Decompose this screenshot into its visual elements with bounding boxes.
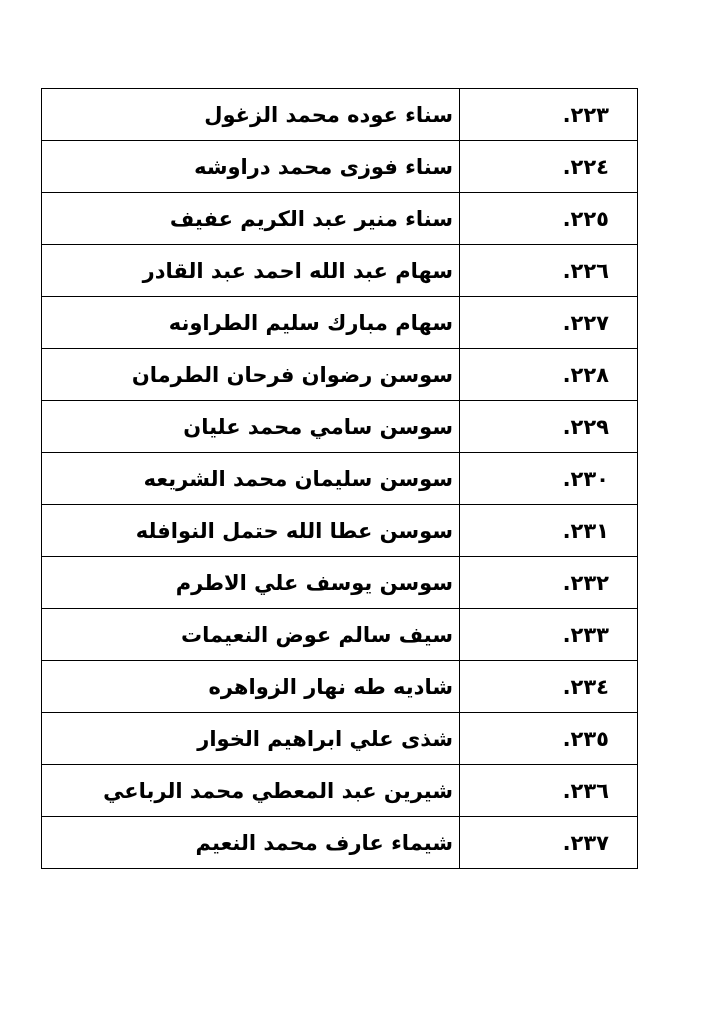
row-name: سوسن عطا الله حتمل النوافله [42, 505, 460, 557]
table-row [42, 401, 638, 453]
row-name: سهام مبارك سليم الطراونه [42, 297, 460, 349]
row-name: شيماء عارف محمد النعيم [42, 817, 460, 869]
row-number: ٢٣٥. [460, 713, 638, 765]
table-row [42, 609, 638, 661]
row-name: سوسن رضوان فرحان الطرمان [42, 349, 460, 401]
names-table [41, 88, 638, 869]
table-row [42, 89, 638, 141]
row-number: ٢٢٥. [460, 193, 638, 245]
row-number: ٢٢٦. [460, 245, 638, 297]
table-row [42, 817, 638, 869]
table-row [42, 245, 638, 297]
table-row [42, 193, 638, 245]
row-name: سناء منير عبد الكريم عفيف [42, 193, 460, 245]
row-name: سوسن سليمان محمد الشريعه [42, 453, 460, 505]
row-number: ٢٣٦. [460, 765, 638, 817]
row-number: ٢٣٣. [460, 609, 638, 661]
row-number: ٢٢٤. [460, 141, 638, 193]
row-number: ٢٢٩. [460, 401, 638, 453]
table-row [42, 297, 638, 349]
table-row [42, 453, 638, 505]
row-name: سوسن يوسف علي الاطرم [42, 557, 460, 609]
row-name: سوسن سامي محمد عليان [42, 401, 460, 453]
row-name: سهام عبد الله احمد عبد القادر [42, 245, 460, 297]
row-name: شيرين عبد المعطي محمد الرباعي [42, 765, 460, 817]
row-number: ٢٢٣. [460, 89, 638, 141]
table-row [42, 349, 638, 401]
names-table-body [42, 89, 638, 869]
row-name: شاديه طه نهار الزواهره [42, 661, 460, 713]
table-row [42, 505, 638, 557]
row-number: ٢٣٢. [460, 557, 638, 609]
table-row [42, 661, 638, 713]
table-row [42, 765, 638, 817]
row-number: ٢٣١. [460, 505, 638, 557]
row-number: ٢٢٧. [460, 297, 638, 349]
row-number: ٢٣٠. [460, 453, 638, 505]
table-row [42, 713, 638, 765]
row-number: ٢٢٨. [460, 349, 638, 401]
row-name: شذى علي ابراهيم الخوار [42, 713, 460, 765]
row-name: سيف سالم عوض النعيمات [42, 609, 460, 661]
row-number: ٢٣٧. [460, 817, 638, 869]
table-row [42, 141, 638, 193]
row-name: سناء فوزى محمد دراوشه [42, 141, 460, 193]
table-row [42, 557, 638, 609]
row-number: ٢٣٤. [460, 661, 638, 713]
row-name: سناء عوده محمد الزغول [42, 89, 460, 141]
